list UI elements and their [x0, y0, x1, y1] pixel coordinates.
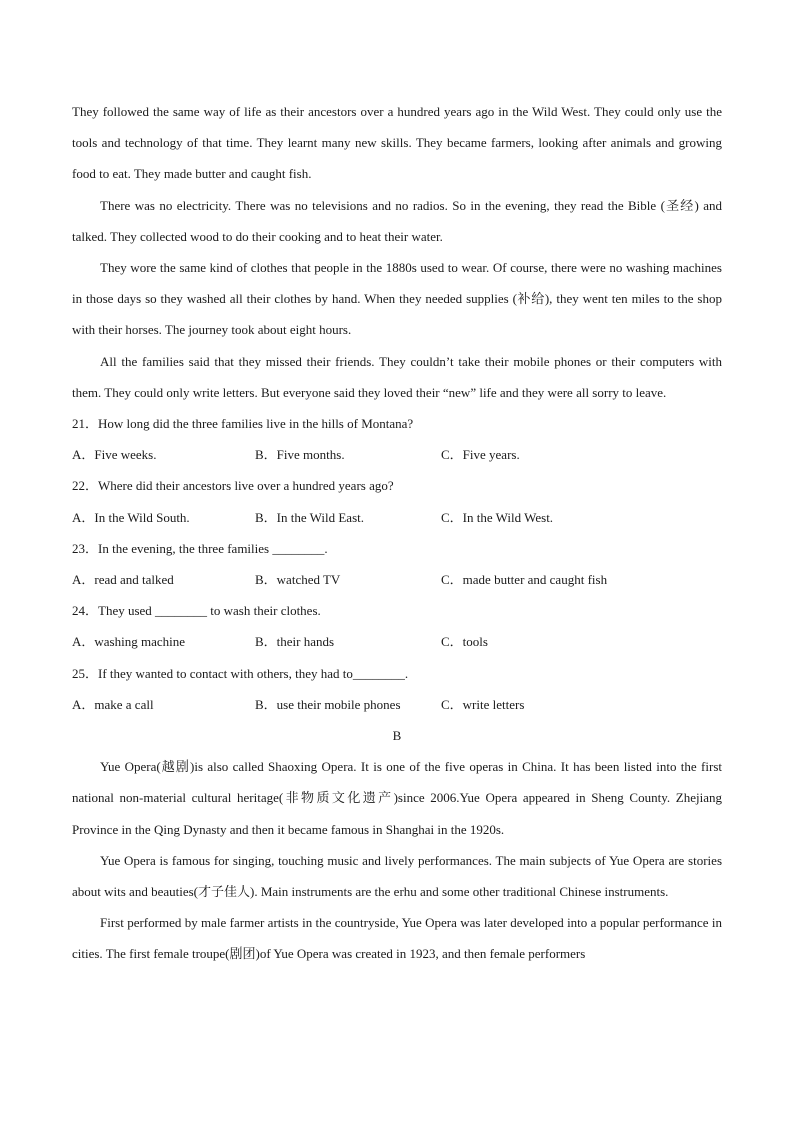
section-b-heading: B [392, 728, 402, 744]
option-c: C．write letters [441, 696, 525, 712]
question-stem: 25．If they wanted to contact with others, they had to________. [72, 665, 409, 681]
answer-options [72, 564, 722, 595]
passage-b-paragraph-2: Yue Opera is famous for singing, touching music and lively performances. The main subjects of Yue Opera are stories about wits and beauties(才子佳人). Main instruments are the erhu and some other traditional Chinese instruments. [72, 852, 722, 900]
question-25 [72, 658, 722, 720]
option-b: B．their hands [255, 634, 335, 650]
passage-a-paragraph-1: They followed the same way of life as their ancestors over a hundred years ago in the Wild West. They could only use the tools and technology of that time. They learnt many new skills. They became farmers, looking after animals and growing food to eat. They made butter and caught fish. [72, 104, 722, 182]
option-c: C．In the Wild West. [441, 509, 554, 525]
option-a: A．make a call [72, 696, 154, 712]
question-stem: 23．In the evening, the three families ________. [72, 540, 328, 556]
passage-b-paragraph-3: First performed by male farmer artists in the countryside, Yue Opera was later developed into a popular performance in cities. The first female troupe(剧团)of Yue Opera was created in 1923, and then female performers [72, 915, 722, 962]
answer-options [72, 502, 722, 533]
passage-a-paragraph-3: They wore the same kind of clothes that people in the 1880s used to wear. Of course, there were no washing machines in those days so they washed all their clothes by hand. When they needed supplies (补给), they went ten miles to the shop with their horses. The journey took about eight hours. [72, 260, 722, 338]
passage-a-paragraph-2: There was no electricity. There was no televisions and no radios. So in the evening, they read the Bible (圣经) and talked. They collected wood to do their cooking and to heat their water. [72, 197, 722, 244]
question-22 [72, 470, 722, 532]
answer-options [72, 439, 722, 470]
option-a: A．Five weeks. [72, 447, 157, 463]
question-stem: 21．How long did the three families live in the hills of Montana? [72, 416, 414, 432]
option-a: A．read and talked [72, 572, 174, 588]
question-21 [72, 408, 722, 470]
option-c: C．Five years. [441, 447, 520, 463]
passage-a-paragraph-4: All the families said that they missed their friends. They couldn’t take their mobile phones or their computers with them. They could only write letters. But everyone said they loved their “new” life and they were all sorry to leave. [72, 353, 722, 400]
option-b: B．watched TV [255, 572, 341, 588]
option-a: A．In the Wild South. [72, 509, 190, 525]
question-stem: 24．They used ________ to wash their clothes. [72, 603, 321, 619]
document-page [72, 96, 722, 970]
option-b: B．Five months. [255, 447, 345, 463]
option-c: C．made butter and caught fish [441, 572, 608, 588]
question-stem: 22．Where did their ancestors live over a hundred years ago? [72, 478, 394, 494]
option-b: B．In the Wild East. [255, 509, 365, 525]
question-23 [72, 533, 722, 595]
answer-options [72, 689, 722, 720]
option-a: A．washing machine [72, 634, 186, 650]
question-24 [72, 595, 722, 657]
passage-b-paragraph-1: Yue Opera(越剧)is also called Shaoxing Opera. It is one of the five operas in China. It has been listed into the first national non-material cultural heritage(非物质文化遗产)since 2006.Yue Opera appeared in Sheng County. Zhejiang Province in the Qing Dynasty and then it became famous in Shanghai in the 1920s. [72, 759, 722, 837]
answer-options [72, 626, 722, 657]
option-c: C．tools [441, 634, 488, 650]
option-b: B．use their mobile phones [255, 696, 401, 712]
